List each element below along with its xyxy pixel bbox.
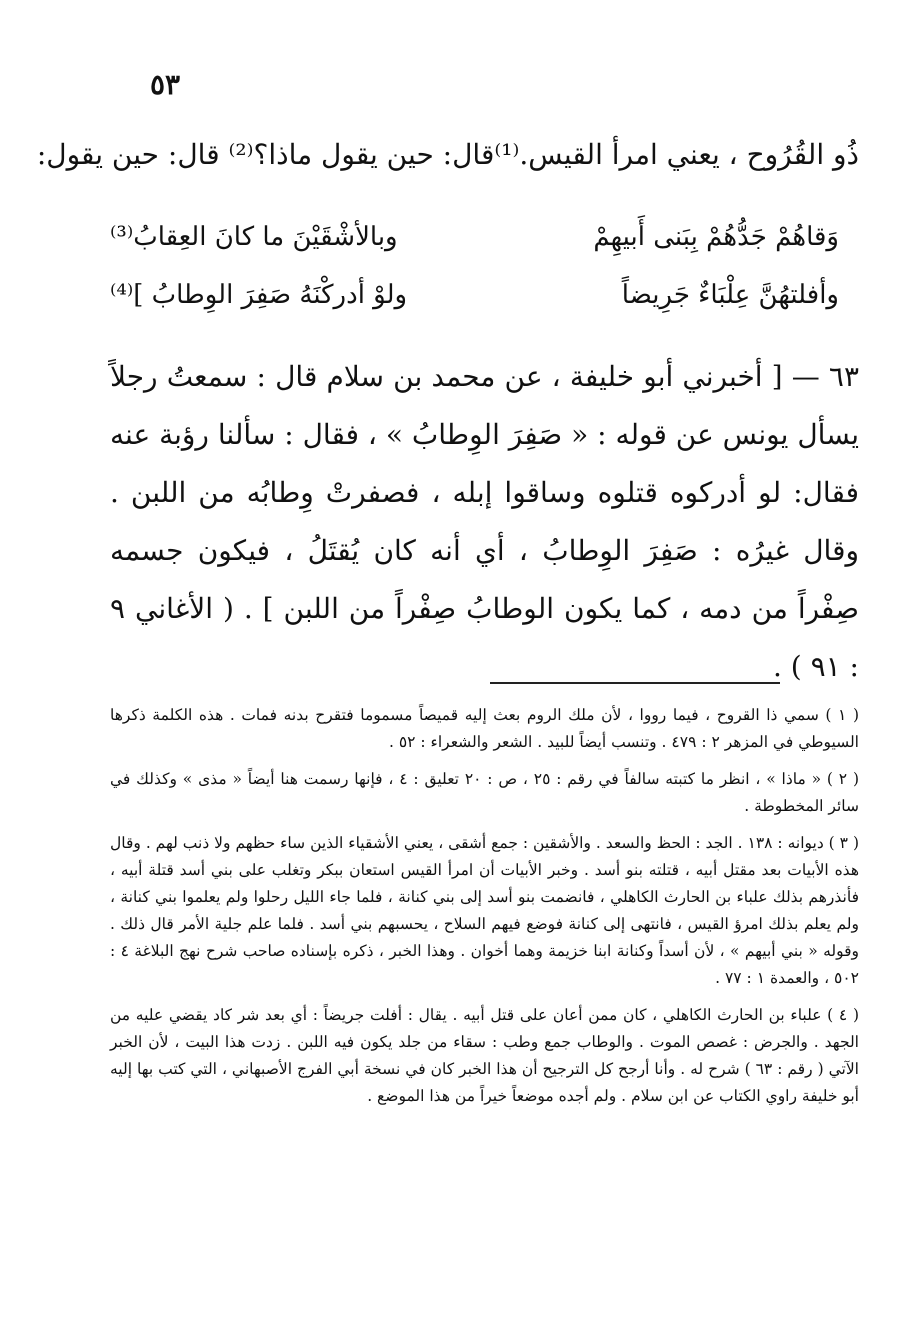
verse-2-first-hemistich: وأفلتهُنَّ عِلْبَاءٌ جَرِيضاً [621, 280, 839, 310]
verse-line-2 [110, 270, 839, 320]
report-paragraph-63: ٦٣ — [ أخبرني أبو خليفة ، عن محمد بن سلام قال : سمعتُ رجلاً يسأل يونس عن قوله : « صَفِرَ الوِطابُ » ، فقال : سألنا رؤبة عنه فقال: لو أدركوه قتلوه وساقوا إبله ، فصفرتْ وِطابُه من اللبن . وقال غيرُه : صَفِرَ الوِطابُ ، أي أنه كان يُقتَلُ ، فيكون جسمه صِفْراً من دمه ، كما يكون الوطابُ صِفْراً من اللبن ] . ( الأغاني ٩ : ٩١ ) . [110, 360, 859, 683]
verse-line-1 [110, 212, 839, 262]
verse-1-second-hemistich: وبالأشْقَيْنَ ما كانَ العِقابُ⁽³⁾ [110, 222, 398, 252]
verse-2-second-hemistich: ولوْ أدركْنَهُ صَفِرَ الوِطابُ ]⁽⁴⁾ [110, 280, 408, 310]
footnote-1: ( ١ ) سمي ذا القروح ، فيما رووا ، لأن ملك الروم بعث إليه قميصاً مسموما فتقرح بدنه فمات . هذه الكلمة ذكرها السيوطي في المزهر ٢ : ٤٧٩ . وتنسب أيضاً للبيد . الشعر والشعراء : ٥٢ . [110, 706, 859, 751]
verse-1-first-hemistich: وَقاهُمْ جَدُّهُمْ بِبَنى أَبيهِمْ [593, 222, 839, 252]
footnote-4: ( ٤ ) علباء بن الحارث الكاهلي ، كان ممن أعان على قتل أبيه . يقال : أفلت جريضاً : أي بعد شر كاد يقضي عليه من الجهد . والجرض : غصص الموت . والوطاب جمع وطب : سقاء من جلد يكون فيه اللبن . زدت هذا البيت ، لأن الخبر الآتي ( رقم : ٦٣ ) شرح له . وأنا أرجح كل الترجيح أن هذا الخبر كان في نسخة أبي الفرج الأصبهاني ، التي كتب بها إليه أبو خليفة راوي الكتاب عن ابن سلام . ولم أجده موضعاً خيراً من هذا الموضع . [110, 1006, 859, 1105]
footnote-3: ( ٣ ) ديوانه : ١٣٨ . الجد : الحظ والسعد . والأشقين : جمع أشقى ، يعني الأشقياء الذين ساء حظهم ولا ذنب لهم . وقال هذه الأبيات بعد مقتل أبيه ، قتلته بنو أسد . وخبر الأبيات أن امرأ القيس استعان ببكر وتغلب على بني أسد قتلة أبيه ، فأنذرهم بذلك علباء بن الحارث الكاهلي ، فانضمت بنو أسد إلى بني كنانة ، فلما جاء الليل رحلوا ولم يعلموا بني كنانة ، ولم يعلم بذلك امرؤ القيس ، فانتهى إلى كنانة فوضع فيهم السلاح ، يحسبهم بني أسد . فلما علم جلية الأمر قال ذلك . وقوله « بني أبيهم » ، لأن أسداً وكنانة ابنا خزيمة وهما أخوان . وهذا الخبر ، ذكره بإسناده صاحب شرح نهج البلاغة ٤ : ٥٠٢ ، والعمدة ١ : ٧٧ . [110, 834, 860, 987]
footnotes [110, 702, 859, 1120]
footnote-2: ( ٢ ) « ماذا » ، انظر ما كتبته سالفاً في رقم : ٢٥ ، ص : ٢٠ تعليق : ٤ ، فإنها رسمت هنا أيضاً « مذى » وكذلك في سائر المخطوطة . [110, 770, 859, 815]
page-number: ٥٣ [150, 68, 181, 101]
footnote-separator [490, 682, 780, 684]
lead-paragraph: ذُو القُرُوح ، يعني امرأ القيس.⁽¹⁾قال: حين يقول ماذا؟⁽²⁾ قال: حين يقول: [36, 138, 859, 171]
